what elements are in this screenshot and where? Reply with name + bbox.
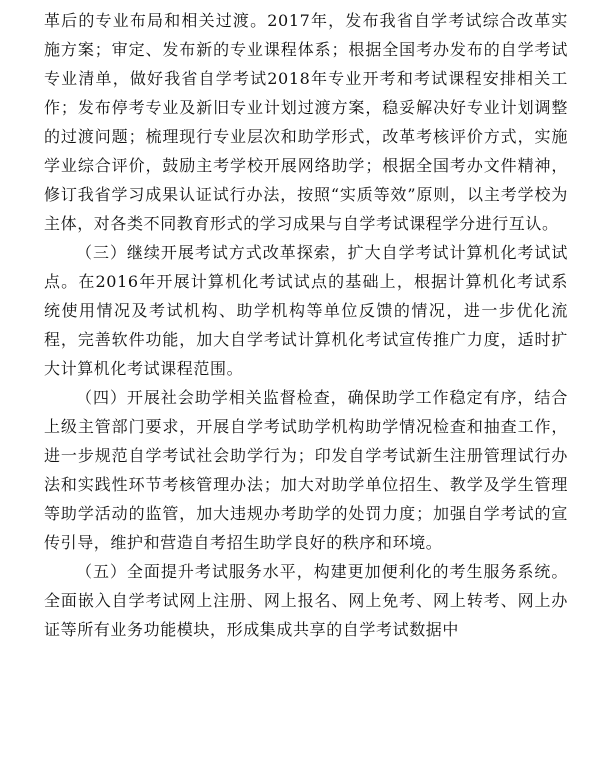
paragraph-1: 革后的专业布局和相关过渡。2017年，发布我省自学考试综合改革实施方案；审定、发布新的专业课程体系；根据全国考办发布的自学考试专业清单，做好我省自学考试2018年专业开考和考试课程安排相关工作；发布停考专业及新旧专业计划过渡方案，稳妥解决好专业计划调整的过渡问题；梳理现行专业层次和助学形式，改革考核评价方式，实施学业综合评价，鼓励主考学校开展网络助学；根据全国考办文件精神，修订我省学习成果认证试行办法，按照“实质等效”原则，以主考学校为主体，对各类不同教育形式的学习成果与自学考试课程学分进行互认。 — [44, 11, 568, 233]
paragraph-2: （三）继续开展考试方式改革探索，扩大自学考试计算机化考试试点。在2016年开展计算机化考试试点的基础上，根据计算机化考试系统使用情况及考试机构、助学机构等单位反馈的情况，进一步优化流程，完善软件功能，加大自学考试计算机化考试宣传推广力度，适时扩大计算机化考试课程范围。 — [44, 243, 568, 378]
paragraph-4: （五）全面提升考试服务水平，构建更加便利化的考生服务系统。全面嵌入自学考试网上注册、网上报名、网上免考、网上转考、网上办证等所有业务功能模块，形成集成共享的自学考试数据中 — [44, 562, 568, 639]
paragraph-3: （四）开展社会助学相关监督检查，确保助学工作稳定有序，结合上级主管部门要求，开展自学考试助学机构助学情况检查和抽查工作，进一步规范自学考试社会助学行为；印发自学考试新生注册管理试行办法和实践性环节考核管理办法；加大对助学单位招生、教学及学生管理等助学活动的监管，加大违规办考助学的处罚力度；加强自学考试的宣传引导，维护和营造自考招生助学良好的秩序和环境。 — [44, 388, 568, 552]
